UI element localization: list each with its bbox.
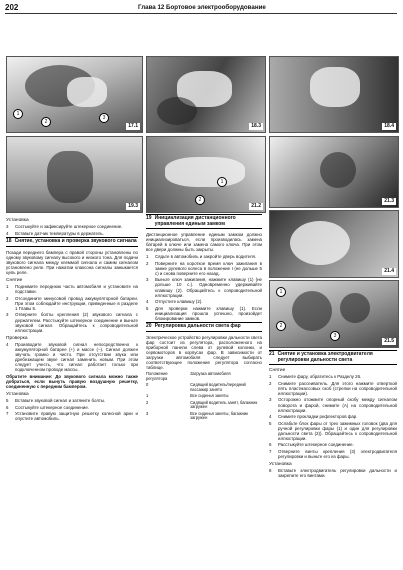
figure-label: 21.3 — [384, 198, 394, 204]
figure-label: 21.2 — [251, 203, 261, 209]
list-item: 1 Поднимите переднюю часть автомобиля и установите на подставки. — [6, 284, 138, 295]
column-right — [269, 349, 397, 480]
section-21-heading: 21 Снятие и установка электродвигателя регулировки дальности света — [269, 350, 397, 365]
header-rule — [5, 13, 397, 14]
list-item: 3 Выньте ключ зажигания, нажмите клавишу (1) (не дольше 10 с.). Одновременно удерживайте клавишу (2). Обращайтесь к сопроводительной иллюстрации. — [146, 277, 262, 298]
photo-21-5 — [269, 280, 399, 348]
list-item: 7 Установите правую защитную решетку колесной арки и опустите автомобиль. — [6, 411, 138, 422]
table-header: Положение регулятора — [146, 371, 168, 381]
table-header: Загрузка автомобиля — [190, 371, 231, 377]
photo-17-1 — [6, 56, 143, 133]
figure-label: 21.4 — [384, 268, 394, 274]
list-item: 2 Поверните на короткое время ключ зажигания в замке рулевого колеса в положение I (не дольше 5 с) и снова поверните его назад. — [146, 260, 262, 276]
photo-21-2 — [146, 136, 266, 213]
photo-21-4 — [269, 210, 399, 278]
list-item: 3 Отверните болты крепления (2) звукового сигнала с держателем. Расстыкуйте штекерное соединение и выньте звуковой сигнал. Обращайтесь к сопроводительной иллюстрации. — [6, 312, 138, 333]
section-19-intro: Дистанционное управление единым замком должно инициализироваться, если производилась замена батарей в ключе или замена самого ключа. При этом все двери должны быть закрыты. — [146, 232, 262, 253]
photo-18-3 — [146, 56, 266, 133]
column-middle — [146, 213, 262, 423]
callout-1: 1 — [13, 109, 23, 119]
column-left — [6, 215, 138, 423]
list-item: 4 Отпустите клавишу (2). — [146, 299, 203, 305]
list-item: 3 Осторожно отожмите опорный скобу между сигналом поворота и фарой, снимите (А) на сопроводительной иллюстрации. — [269, 397, 397, 413]
callout-2: 2 — [195, 195, 205, 205]
photo-21-3 — [269, 136, 399, 208]
chapter-title: Глава 12 Бортовое электрооборудование — [138, 4, 266, 11]
list-item: 3 Состыкуйте и зафиксируйте штекерное соединение. — [6, 224, 123, 230]
callout-2: 2 — [276, 321, 286, 331]
page-header — [0, 0, 403, 14]
list-item: 1 Сядьте в автомобиль и закройте дверь водителя. — [146, 254, 257, 260]
installation-heading: Установка — [6, 392, 29, 398]
figure-label: 18.3 — [251, 123, 261, 129]
figure-label: 19.3 — [128, 203, 138, 209]
removal-heading: Снятие — [6, 278, 23, 284]
removal-heading: Снятие — [269, 368, 286, 374]
section-20-intro: Электрическое устройство регулировки дальности света фар состоит из регулятора, расположенного на приборной панели слева от рулевой колонки, и сервомоторов в корпусах фар. В зависимости от загрузки автомобиля следует выбирать соответствующее положение регулятора согласно таблице. — [146, 334, 262, 371]
figure-label: 18.4 — [384, 123, 394, 129]
note: Обратите внимание: До звукового сигнала можно также добраться, если вынуть правую воздушную решетку, соединенную с передним бампером. — [6, 373, 138, 390]
list-item: 8 Вставьте электродвигатель регулировки дальности и закрепите его винтами. — [269, 468, 397, 479]
callout-1: 1 — [276, 287, 286, 297]
figure-label: 17.1 — [128, 123, 138, 129]
table-row: 1 Все сиденья заняты — [146, 393, 229, 399]
list-item: 4 Производите звуковой сигнал непосредственно к аккумуляторной батарее (+) и массе (−). Сигнал должен звучать громко и чисто. При отсутствии звука или дребезжащем звуке сигнал заменить новым. При этом следует учесть, что сигнал работает только при подключенном проводе массы. — [6, 341, 138, 373]
list-item: 2 Отсоедините минусовой провод аккумуляторной батареи. При этом соблюдайте инструкции, приведенные в разделе 1 Главы 5. — [6, 295, 138, 311]
list-item: 5 Для проверки нажмите клавишу (1). Если инициализация прошла успешно, произойдет блокирование замков. — [146, 305, 262, 321]
table-row: 3 Все сиденья заняты, багажник загружен — [146, 410, 249, 421]
list-item: 6 Состыкуйте штекерное соединение. — [6, 404, 89, 410]
list-item: 5 Вставьте звуковой сигнал и затяните болты. — [6, 398, 106, 404]
page-number: 202 — [5, 3, 19, 12]
photo-18-4 — [269, 56, 399, 133]
installation-heading: Установка — [6, 218, 29, 223]
callout-2: 2 — [41, 117, 51, 127]
section-19-heading: 19 Инициализация дистанционного управления единым замком — [146, 214, 262, 229]
list-item: 4 Снимите прокладки рефлекторов фар. — [269, 414, 358, 420]
photo-19-3 — [6, 136, 143, 213]
section-18-heading: 18 Снятие, установка и проверка звукового сигнала — [6, 237, 138, 247]
list-item: 6 Расстыкуйте штекерное соединение. — [269, 442, 354, 448]
callout-3: 3 — [99, 113, 109, 123]
list-item: 2 Снимите рассеиватель. Для этого нажмите отверткой пять пластмассовых скоб (стрелки на сопроводительной иллюстрации). — [269, 380, 397, 396]
table-row: 2 Сидящий водитель занят, багажник загружен — [146, 399, 258, 410]
callout-3: 3 — [330, 331, 340, 341]
installation-heading: Установка — [269, 462, 292, 468]
check-heading: Проверка — [6, 335, 28, 341]
list-item: 1 Снимите фару, обратитесь к Разделу 26. — [269, 374, 362, 380]
list-item: 4 Вставьте датчик температуры в держатель. — [6, 230, 104, 236]
list-item: 7 Отверните винты крепления (3) электродвигателя регулировки и выньте его из фары. — [269, 448, 397, 459]
figure-label: 21.5 — [384, 338, 394, 344]
table-row: 0 Сидящий водитель/передний пассажир занято — [146, 382, 246, 392]
section-20-heading: 20 Регулировка дальности света фар — [146, 322, 262, 332]
list-item: 5 Ослабьте блок фары от трех зажимных головок (два для ручной регулировки фары (1) и один для регулировки дальности света (2)). Обращайтесь к сопроводительной иллюстрации. — [269, 420, 397, 441]
regulation-table — [146, 372, 262, 423]
callout-1: 1 — [217, 177, 227, 187]
section-18-intro: Позади переднего бампера с правой стороны установлены по одному звуковому сигналу высокого и низкого тона. Для подачи звукового сигнала между клеммой сигнала и самим сигналом установлено реле. При нажатии клаксона сигналы замыкается цепь реле. — [6, 249, 138, 276]
